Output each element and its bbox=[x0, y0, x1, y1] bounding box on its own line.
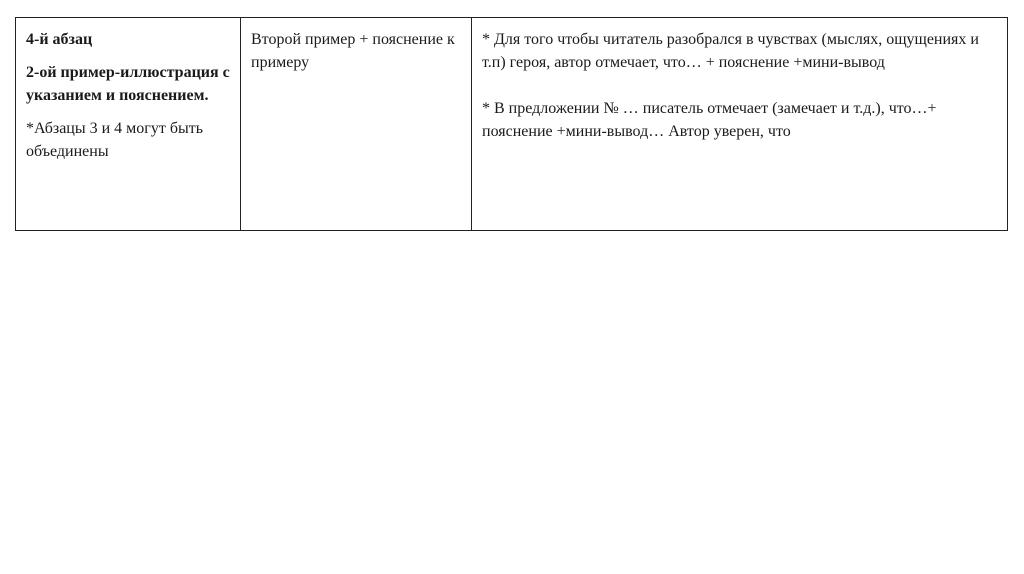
template-item-1: * Для того чтобы читатель разобрался в чувствах (мыслях, ощущениях и т.п) героя, автор отмечает, что… + пояснение +мини-вывод bbox=[482, 31, 979, 71]
table-cell-description bbox=[241, 18, 472, 231]
cell-description-text: Второй пример + пояснение к примеру bbox=[251, 31, 455, 71]
content-table bbox=[15, 17, 1008, 231]
spacer bbox=[482, 74, 997, 97]
cell-subheading: 2-ой пример-иллюстрация с указанием и пояснением. bbox=[26, 64, 230, 104]
cell-heading: 4-й абзац bbox=[26, 31, 93, 48]
table-row bbox=[16, 18, 1008, 231]
template-item-2: * В предложении № … писатель отмечает (замечает и т.д.), что…+ пояснение +мини-вывод… Автор уверен, что bbox=[482, 100, 937, 140]
table-cell-paragraph-label bbox=[16, 18, 241, 231]
table-cell-templates bbox=[472, 18, 1008, 231]
cell-note: *Абзацы 3 и 4 могут быть объединены bbox=[26, 120, 204, 160]
